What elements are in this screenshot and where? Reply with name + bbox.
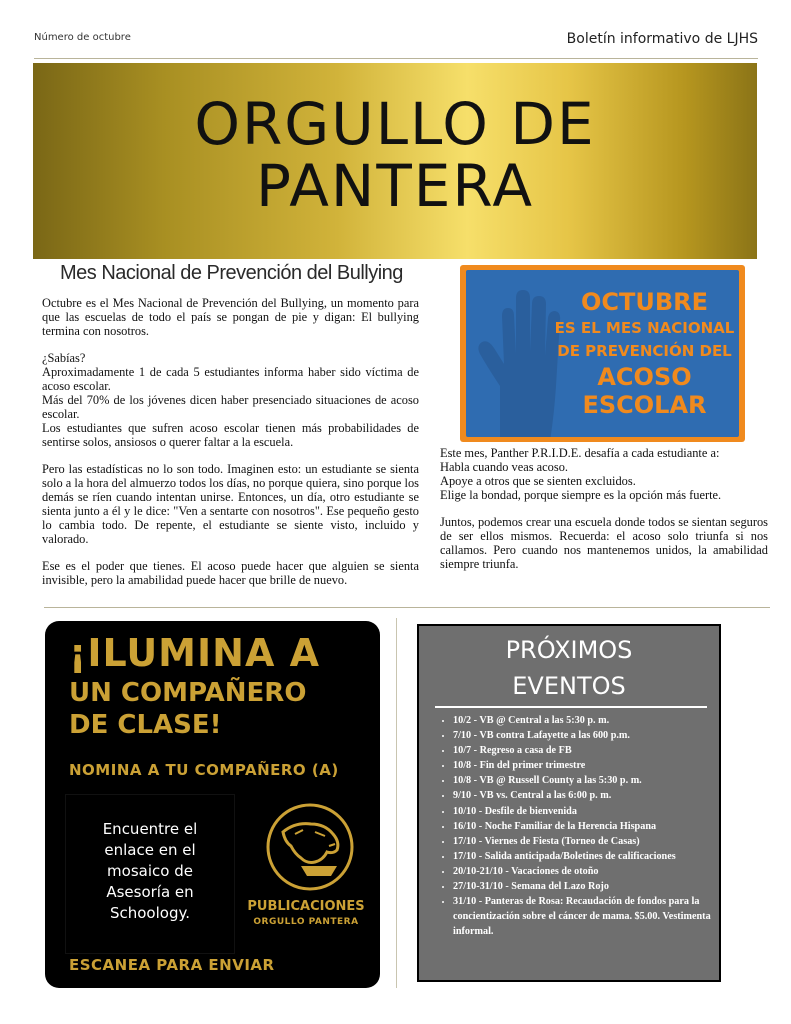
events-card: [417, 624, 721, 982]
page-title-line1: ORGULLO DE: [194, 90, 596, 158]
event-item: • 17/10 - Viernes de Fiesta (Torneo de Casas): [453, 834, 728, 849]
article-left-column: [42, 297, 419, 601]
newsletter-name: Boletín informativo de LJHS: [566, 31, 758, 47]
nominate-subtitle: NOMINA A TU COMPAÑERO (A): [69, 761, 339, 779]
left-paragraph: Octubre es el Mes Nacional de Prevención del Bullying, un momento para que las escuelas de todo el país se pongan de pie y digan: El bullying termina con nosotros.: [42, 296, 419, 338]
page-title: [33, 90, 757, 220]
scan-cta: ESCANEA PARA ENVIAR: [69, 956, 275, 974]
page-title-line2: PANTERA: [255, 152, 535, 220]
nominate-title-line2a: UN COMPAÑERO: [69, 678, 307, 708]
event-item: • 9/10 - VB vs. Central a las 6:00 p. m.: [453, 788, 728, 803]
article-title: Mes Nacional de Prevención del Bullying: [60, 262, 403, 284]
events-title-line1: PRÓXIMOS: [505, 636, 633, 664]
article-right-column: [440, 447, 768, 585]
column-divider: [396, 618, 397, 988]
poster-line4: ACOSO: [597, 363, 692, 391]
publications-name: PUBLICACIONES: [247, 899, 365, 914]
nominate-title-line2: [69, 677, 306, 741]
event-item: • 17/10 - Salida anticipada/Boletines de calificaciones: [453, 849, 728, 864]
event-item: • 10/10 - Desfile de bienvenida: [453, 804, 728, 819]
right-paragraph: Juntos, podemos crear una escuela donde todos se sientan seguros de ser ellos mismos. Recuerda: el acoso solo triunfa si nos callamos. Pero cuando nos mantenemos unidos, la amabilidad siempre triunfa.: [440, 515, 768, 571]
event-item: • 10/2 - VB @ Central a las 5:30 p. m.: [453, 713, 728, 728]
poster-line5: ESCOLAR: [582, 391, 707, 419]
poster-panel: [466, 270, 739, 437]
poster-line2: ES EL MES NACIONAL: [554, 319, 735, 337]
section-divider: [44, 607, 770, 608]
nominate-title-line3: DE CLASE!: [69, 710, 222, 740]
event-item: • 10/8 - Fin del primer trimestre: [453, 758, 728, 773]
issue-label: Número de octubre: [34, 32, 131, 43]
header-divider: [34, 58, 758, 59]
poster-line3: DE PREVENCIÓN DEL: [557, 342, 732, 360]
left-paragraph: Ese es el poder que tienes. El acoso puede hacer que alguien se sienta invisible, pero la amabilidad puede hacer que brille de nuevo.: [42, 559, 419, 587]
nominate-title-line1: ¡ILUMINA A: [69, 631, 320, 675]
event-item: • 20/10-21/10 - Vacaciones de otoño: [453, 864, 728, 879]
event-item: • 10/8 - VB @ Russell County a las 5:30 p. m.: [453, 773, 728, 788]
event-item: • 27/10-31/10 - Semana del Lazo Rojo: [453, 879, 728, 894]
bullying-poster: [460, 265, 745, 442]
events-list: [439, 713, 728, 939]
publications-subname: ORGULLO PANTERA: [253, 917, 359, 927]
events-title: [419, 632, 719, 704]
instructions-text: Encuentre el enlace en el mosaico de Asesoría en Schoology.: [102, 820, 198, 922]
event-item: • 16/10 - Noche Familiar de la Herencia Hispana: [453, 819, 728, 834]
event-item: • 31/10 - Panteras de Rosa: Recaudación de fondos para la concientización sobre el cáncer de mama. $5.00. Vestimenta informal.: [453, 894, 728, 939]
left-paragraph: ¿Sabías? Aproximadamente 1 de cada 5 estudiantes informa haber sido víctima de acoso escolar. Más del 70% de los jóvenes dicen haber presenciado situaciones de acoso escolar. Los estudiantes que sufren acoso escolar tienen más probabilidades de sentirse solos, ansiosos o querer faltar a la escuela.: [42, 351, 419, 449]
left-paragraph: Pero las estadísticas no lo son todo. Imaginen esto: un estudiante se sienta solo a la hora del almuerzo todos los días, no porque quiera, sino porque los demás se ríen cuando intentan unirse. Entonces, un día, otro estudiante se sienta junto a él y le dice: "Ven a sentarte con nosotros". Ese pequeño gesto lo cambia todo. De repente, el estudiante se siente visto, incluido y valorado.: [42, 462, 419, 546]
panther-logo-icon: [245, 802, 375, 892]
nominate-card: [45, 621, 380, 988]
event-item: • 7/10 - VB contra Lafayette a las 600 p.m.: [453, 728, 728, 743]
poster-text: [552, 288, 737, 418]
poster-line1: OCTUBRE: [580, 288, 709, 316]
events-divider: [435, 706, 707, 708]
events-title-line2: EVENTOS: [512, 672, 626, 700]
right-paragraph: Este mes, Panther P.R.I.D.E. desafía a cada estudiante a: Habla cuando veas acoso. Apoye a otros que se sienten excluidos. Elige la bondad, porque siempre es la opción más fuerte.: [440, 446, 722, 502]
event-item: • 10/7 - Regreso a casa de FB: [453, 743, 728, 758]
